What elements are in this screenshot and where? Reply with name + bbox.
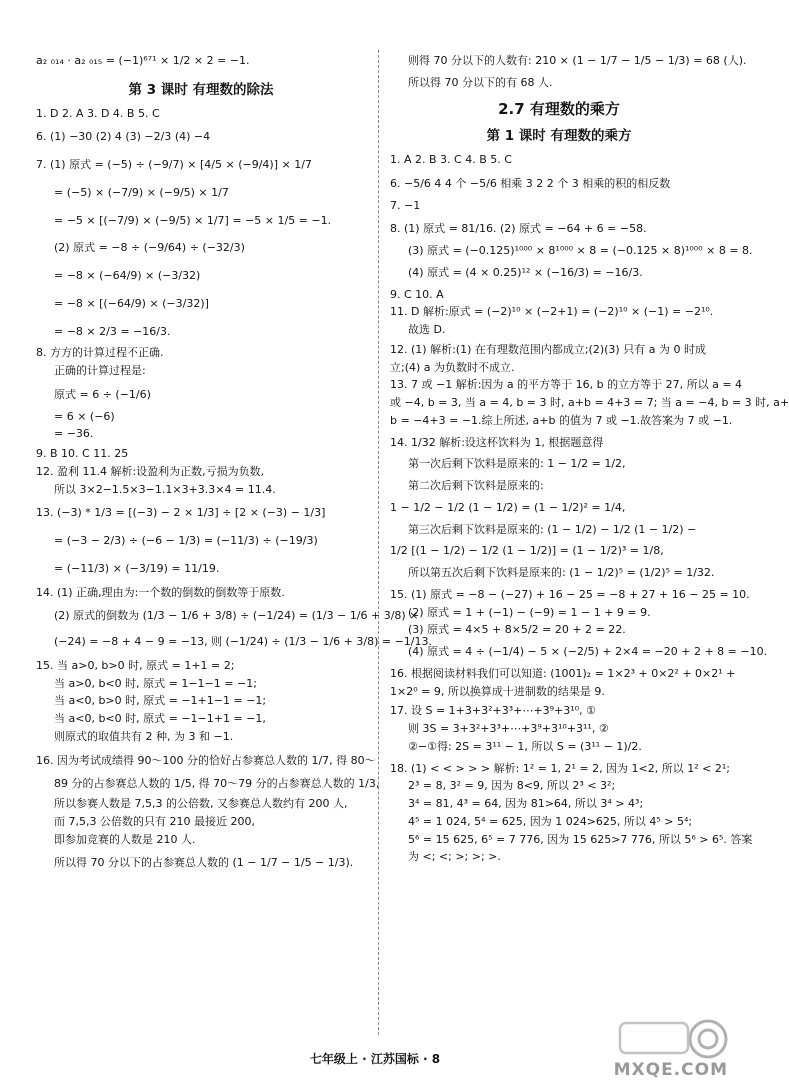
text-line: = −5 × [(−7/9) × (−9/5) × 1/7] = −5 × 1/5 = −1. xyxy=(54,213,332,227)
text-line: 所以 3×2−1.5×3−1.1×3+3.3×4 = 11.4. xyxy=(54,482,276,496)
text-line: (2) 原式 = −8 ÷ (−9/64) ÷ (−32/3) xyxy=(54,241,245,255)
text-line: 1 − 1/2 − 1/2 (1 − 1/2) = (1 − 1/2)² = 1/4, xyxy=(390,500,626,514)
answer-6: 6. (1) −30 (2) 4 (3) −2/3 (4) −4 xyxy=(36,130,211,144)
answer-14: 14. (1) 正确,理由为:一个数的倒数的倒数等于原数. xyxy=(36,585,285,599)
text-line: 当 a>0, b<0 时, 原式 = 1−1−1 = −1; xyxy=(54,676,257,690)
page-footer: 七年级上 · 江苏国标 · 8 xyxy=(309,1052,441,1066)
text-line: 或 −4, b = 3, 当 a = 4, b = 3 时, a+b = 4+3 = 7; 当 a = −4, b = 3 时, a+ xyxy=(390,396,789,410)
answer-9-11: 9. B 10. C 11. 25 xyxy=(36,447,129,461)
text-line: 所以参赛人数是 7,5,3 的公倍数, 又参赛总人数约有 200 人, xyxy=(54,797,348,811)
answer-14: 14. 1/32 解析:设这杯饮料为 1, 根据题意得 xyxy=(390,435,604,449)
text-line: = −8 × [(−64/9) × (−3/32)] xyxy=(54,296,209,310)
answer-13: 13. (−3) * 1/3 = [(−3) − 2 × 1/3] ÷ [2 × (−3) − 1/3] xyxy=(36,506,326,520)
text-line: 所以得 70 分以下的有 68 人. xyxy=(408,75,553,89)
text-line: b = −4+3 = −1.综上所述, a+b 的值为 7 或 −1.故答案为 7 或 −1. xyxy=(390,413,733,427)
text-line: 则原式的取值共有 2 种, 为 3 和 −1. xyxy=(54,729,234,743)
chapter-title: 2.7 有理数的乘方 xyxy=(498,99,620,118)
text-line: (2) 原式 = 1 + (−1) − (−9) = 1 − 1 + 9 = 9. xyxy=(408,605,651,619)
text-line: 3⁴ = 81, 4³ = 64, 因为 81>64, 所以 3⁴ > 4³; xyxy=(408,797,644,811)
text-line: 所以第五次后剩下饮料是原来的: (1 − 1/2)⁵ = (1/2)⁵ = 1/32. xyxy=(408,566,715,580)
answer-11: 11. D 解析:原式 = (−2)¹⁰ × (−2+1) = (−2)¹⁰ × (−1) = −2¹⁰. xyxy=(390,305,714,319)
answer-12: 12. (1) 解析:(1) 在有理数范围内都成立;(2)(3) 只有 a 为 0 时成 xyxy=(390,342,706,356)
text-line: 4⁵ = 1 024, 5⁴ = 625, 因为 1 024>625, 所以 4⁵ > 5⁴; xyxy=(408,814,693,828)
text-line: 立;(4) a 为负数时不成立. xyxy=(390,360,515,374)
text-line: 则得 70 分以下的人数有: 210 × (1 − 1/7 − 1/5 − 1/3) = 68 (人). xyxy=(408,54,747,67)
text-line: 即参加竞赛的人数是 210 人. xyxy=(54,832,196,846)
text-line: 而 7,5,3 公倍数的只有 210 最接近 200, xyxy=(54,814,255,828)
text-line: = (−3 − 2/3) ÷ (−6 − 1/3) = (−11/3) ÷ (−19/3) xyxy=(54,534,318,548)
answer-8: 8. (1) 原式 = 81/16. (2) 原式 = −64 + 6 = −58. xyxy=(390,222,647,236)
text-line: 2³ = 8, 3² = 9, 因为 8<9, 所以 2³ < 3²; xyxy=(408,779,616,793)
answer-7: 7. (1) 原式 = (−5) ÷ (−9/7) × [4/5 × (−9/4)] × 1/7 xyxy=(36,158,312,172)
text-line: (3) 原式 = 4×5 + 8×5/2 = 20 + 2 = 22. xyxy=(408,623,626,637)
text-line: 原式 = 6 ÷ (−1/6) xyxy=(54,387,151,401)
text-line: (2) 原式的倒数为 (1/3 − 1/6 + 3/8) ÷ (−1/24) = (1/3 − 1/6 + 3/8) × xyxy=(54,609,419,623)
text-line: 第一次后剩下饮料是原来的: 1 − 1/2 = 1/2, xyxy=(408,457,626,471)
text-line: (−24) = −8 + 4 − 9 = −13, 则 (−1/24) ÷ (1/3 − 1/6 + 3/8) = −1/13. xyxy=(54,635,433,649)
text-line: 第二次后剩下饮料是原来的: xyxy=(408,479,544,493)
answer-17: 17. 设 S = 1+3+3²+3³+⋯+3⁹+3¹⁰, ① xyxy=(390,704,596,718)
text-line: = (−5) × (−7/9) × (−9/5) × 1/7 xyxy=(54,185,229,199)
answer-1-5: 1. A 2. B 3. C 4. B 5. C xyxy=(390,153,512,167)
answer-7: 7. −1 xyxy=(390,198,421,212)
text-line: = −8 × (−64/9) × (−3/32) xyxy=(54,269,201,283)
answer-6: 6. −5/6 4 4 个 −5/6 相乘 3 2 2 个 3 相乘的积的相反数 xyxy=(390,176,671,190)
answer-9-10: 9. C 10. A xyxy=(390,287,444,301)
watermark-text: MXQE.COM xyxy=(613,1059,728,1080)
answer-16: 16. 根据阅读材料我们可以知道: (1001)₂ = 1×2³ + 0×2² + 0×2¹ + xyxy=(390,666,736,680)
text-line: (4) 原式 = (4 × 0.25)¹² × (−16/3) = −16/3. xyxy=(408,265,643,279)
answer-18: 18. (1) < < > > > 解析: 1² = 1, 2¹ = 2, 因为 1<2, 所以 1² < 2¹; xyxy=(390,761,730,775)
text-line: = −8 × 2/3 = −16/3. xyxy=(54,324,171,338)
text-line: 当 a<0, b<0 时, 原式 = −1−1+1 = −1, xyxy=(54,712,266,726)
section-title-powers: 第 1 课时 有理数的乘方 xyxy=(486,128,632,145)
text-line: ②−①得: 2S = 3¹¹ − 1, 所以 S = (3¹¹ − 1)/2. xyxy=(408,739,642,753)
right-column xyxy=(390,54,789,864)
text-line: 则 3S = 3+3²+3³+⋯+3⁹+3¹⁰+3¹¹, ② xyxy=(408,722,609,736)
answer-12: 12. 盈利 11.4 解析:设盈利为正数,亏损为负数, xyxy=(36,464,265,478)
text-line: 故选 D. xyxy=(408,323,446,337)
answer-15: 15. (1) 原式 = −8 − (−27) + 16 − 25 = −8 + 27 + 16 − 25 = 10. xyxy=(390,587,750,601)
text-line: 正确的计算过程是: xyxy=(54,364,146,378)
text-line: 1/2 [(1 − 1/2) − 1/2 (1 − 1/2)] = (1 − 1/2)³ = 1/8, xyxy=(390,544,664,558)
text-line: 89 分的占参赛总人数的 1/5, 得 70～79 分的占参赛总人数的 1/3, xyxy=(54,777,380,791)
answer-13: 13. 7 或 −1 解析:因为 a 的平方等于 16, b 的立方等于 27, 所以 a = 4 xyxy=(390,378,743,392)
section-title-division: 第 3 课时 有理数的除法 xyxy=(128,81,274,98)
answer-1-5: 1. D 2. A 3. D 4. B 5. C xyxy=(36,106,160,120)
text-line: 所以得 70 分以下的占参赛总人数的 (1 − 1/7 − 1/5 − 1/3). xyxy=(54,856,354,870)
text-line: = 6 × (−6) xyxy=(54,409,115,423)
text-line: 第三次后剩下饮料是原来的: (1 − 1/2) − 1/2 (1 − 1/2) − xyxy=(408,522,697,536)
answer-16: 16. 因为考试成绩得 90～100 分的恰好占参赛总人数的 1/7, 得 80～ xyxy=(36,753,376,767)
text-line: 1×2⁰ = 9, 所以换算成十进制数的结果是 9. xyxy=(390,684,605,698)
text-line: 为 <; <; >; >; >. xyxy=(408,850,501,864)
text-line: a₂ ₀₁₄ · a₂ ₀₁₅ = (−1)⁶⁷¹ × 1/2 × 2 = −1. xyxy=(36,54,250,67)
text-line: = (−11/3) × (−3/19) = 11/19. xyxy=(54,561,220,575)
text-line: = −36. xyxy=(54,427,94,441)
answer-15: 15. 当 a>0, b>0 时, 原式 = 1+1 = 2; xyxy=(36,658,235,672)
answer-8: 8. 方方的计算过程不正确. xyxy=(36,346,164,360)
text-line: (4) 原式 = 4 ÷ (−1/4) − 5 × (−2/5) + 2×4 = −20 + 2 + 8 = −10. xyxy=(408,645,768,659)
text-line: 当 a<0, b>0 时, 原式 = −1+1−1 = −1; xyxy=(54,694,267,708)
text-line: 5⁶ = 15 625, 6⁵ = 7 776, 因为 15 625>7 776, 所以 5⁶ > 6⁵. 答案 xyxy=(408,832,753,846)
text-line: (3) 原式 = (−0.125)¹⁰⁰⁰ × 8¹⁰⁰⁰ × 8 = (−0.125 × 8)¹⁰⁰⁰ × 8 = 8. xyxy=(408,244,753,258)
column-divider xyxy=(378,50,379,1035)
